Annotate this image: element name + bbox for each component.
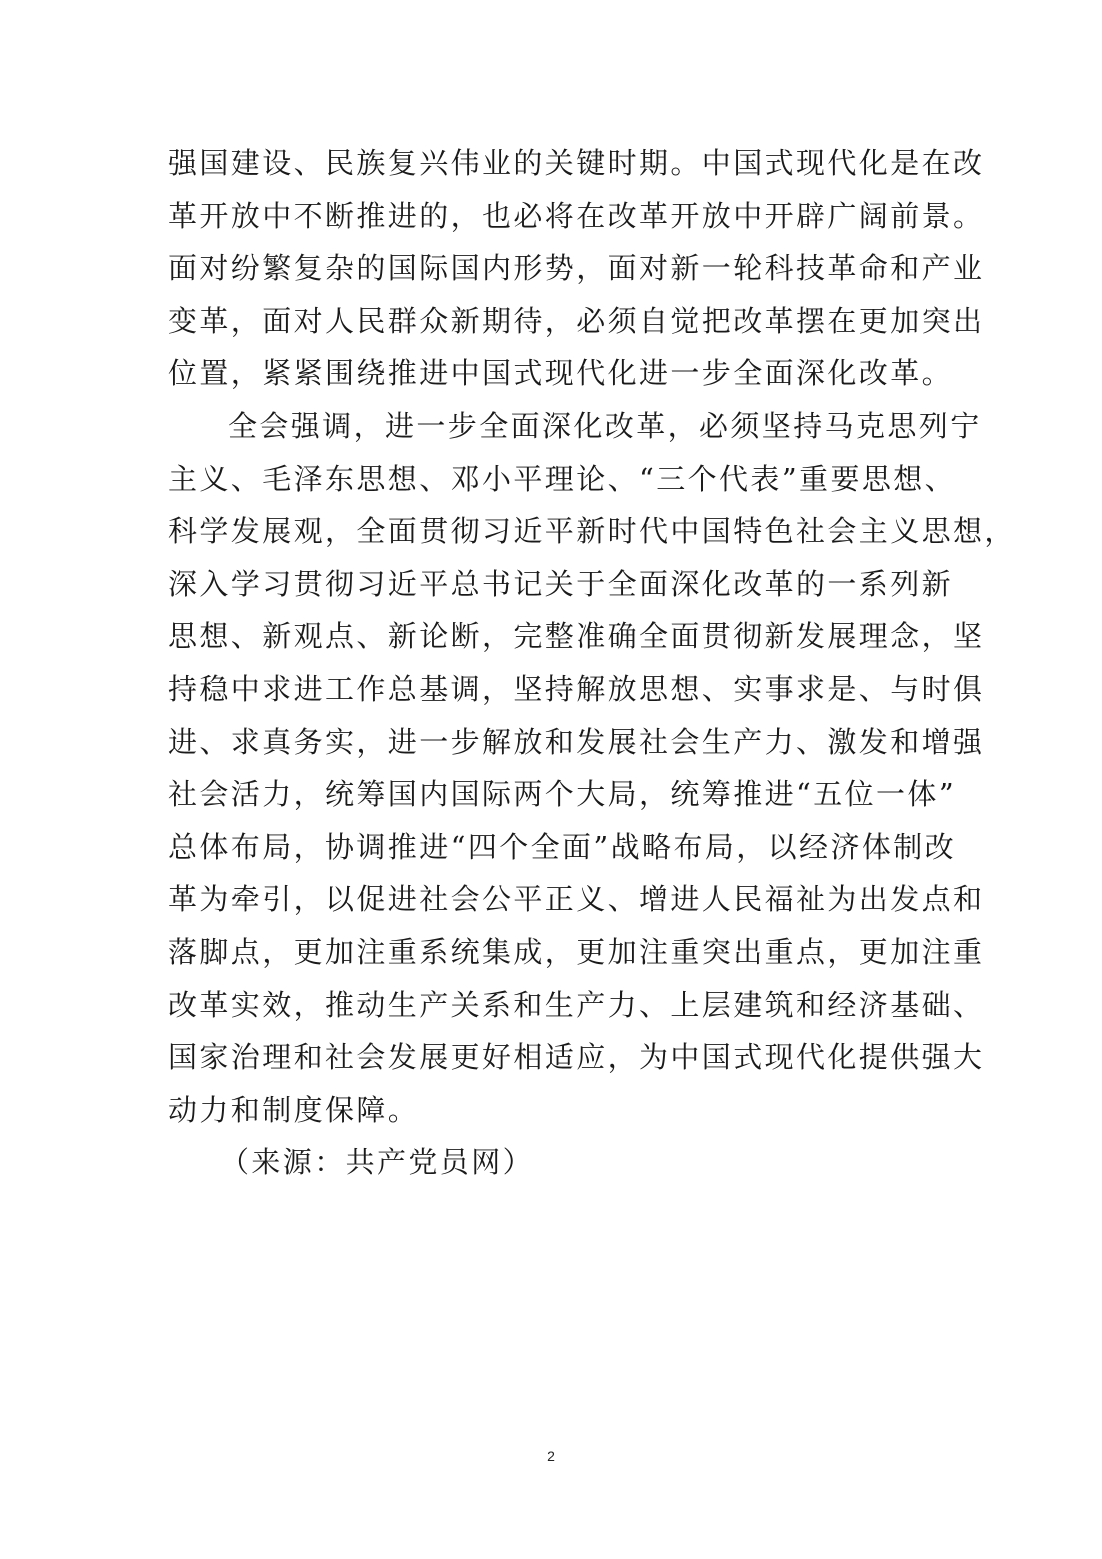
- body-text: [168, 137, 1016, 1189]
- text-line: 深入学习贯彻习近平总书记关于全面深化改革的一系列新: [168, 566, 954, 601]
- page-number: 2: [547, 1448, 555, 1464]
- text-line: 社会活力，统筹国内国际两个大局，统筹推进“五位一体”: [168, 777, 957, 812]
- paragraph-start-line: 全会强调，进一步全面深化改革，必须坚持马克思列宁: [228, 408, 982, 443]
- text-line: 面对纷繁复杂的国际国内形势，面对新一轮科技革命和产业: [168, 251, 985, 286]
- text-line: 思想、新观点、新论断，完整准确全面贯彻新发展理念，坚: [168, 619, 985, 654]
- text-line: 总体布局，协调推进“四个全面”战略布局，以经济体制改: [168, 829, 957, 864]
- source-attribution: （来源：共产党员网）: [220, 1145, 535, 1180]
- text-line: 国家治理和社会发展更好相适应，为中国式现代化提供强大: [168, 1040, 985, 1075]
- text-line: 科学发展观，全面贯彻习近平新时代中国特色社会主义思想，: [168, 514, 1016, 549]
- text-line: 变革，面对人民群众新期待，必须自觉把改革摆在更加突出: [168, 303, 985, 338]
- text-line: 强国建设、民族复兴伟业的关键时期。中国式现代化是在改: [168, 146, 985, 180]
- text-line: 落脚点，更加注重系统集成，更加注重突出重点，更加注重: [168, 934, 985, 969]
- text-line: 位置，紧紧围绕推进中国式现代化进一步全面深化改革。: [168, 356, 954, 391]
- text-line: 进、求真务实，进一步解放和发展社会生产力、激发和增强: [168, 724, 985, 759]
- text-line: 革为牵引，以促进社会公平正义、增进人民福祉为出发点和: [168, 882, 985, 917]
- text-line: 主义、毛泽东思想、邓小平理论、“三个代表”重要思想、: [168, 461, 957, 496]
- text-line: 持稳中求进工作总基调，坚持解放思想、实事求是、与时俱: [168, 671, 985, 706]
- text-line: 革开放中不断推进的，也必将在改革开放中开辟广阔前景。: [168, 198, 985, 233]
- text-line: 改革实效，推动生产关系和生产力、上层建筑和经济基础、: [168, 987, 985, 1022]
- text-line: 动力和制度保障。: [168, 1092, 420, 1127]
